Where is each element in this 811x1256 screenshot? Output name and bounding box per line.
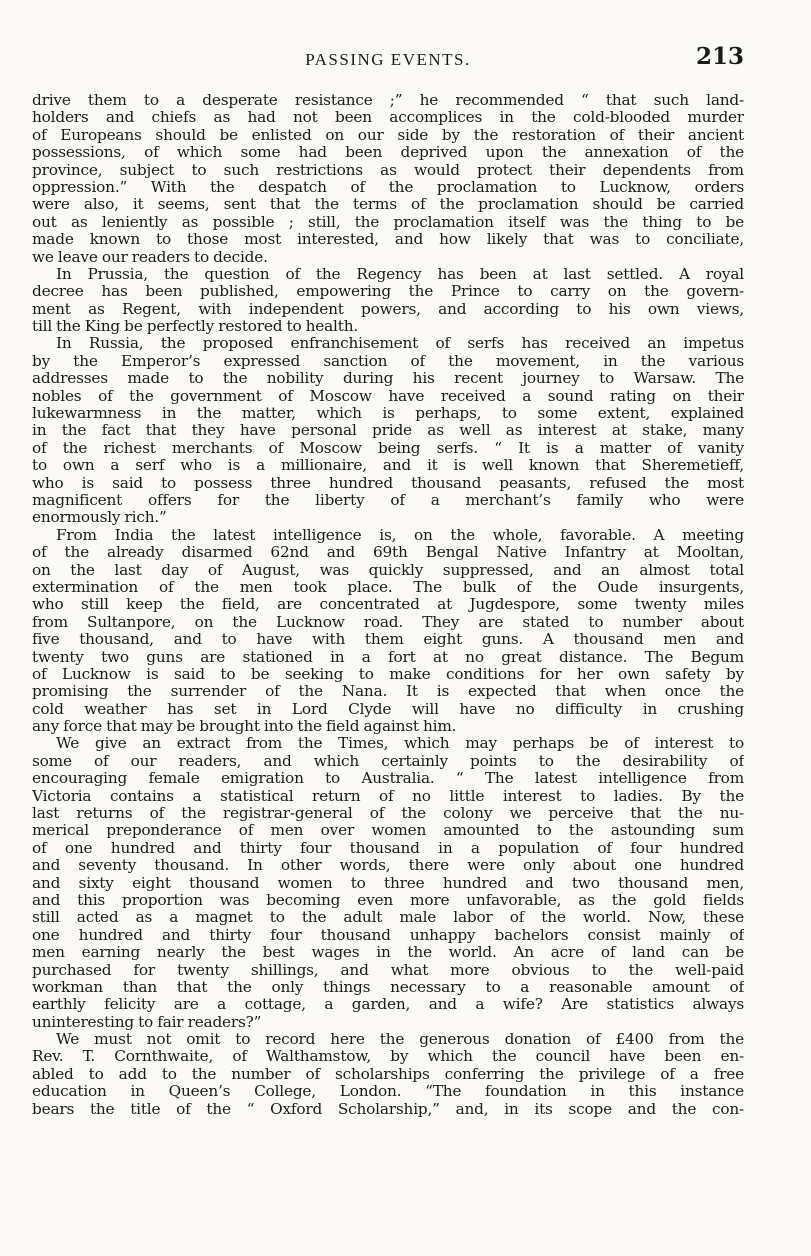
text-line: Victoria contains a statistical return of no little interest to ladies. By the xyxy=(32,787,744,805)
text-line: possessions, of which some had been deprived upon the annexation of the xyxy=(32,144,744,162)
text-line: lukewarmness in the matter, which is perhaps, to some extent, explained xyxy=(32,405,744,423)
text-line: extermination of the men took place. The bulk of the Oude insurgents, xyxy=(32,578,744,596)
text-line: of one hundred and thirty four thousand in a population of four hundred xyxy=(32,839,744,857)
text-line: workman than that the only things necessary to a reasonable amount of xyxy=(32,978,744,996)
text-line: nobles of the government of Moscow have received a sound rating on their xyxy=(32,387,744,405)
text-line: bears the title of the “ Oxford Scholarship,” and, in its scope and the con- xyxy=(32,1100,744,1118)
text-line: who is said to possess three hundred thousand peasants, refused the most xyxy=(32,474,744,492)
text-line: to own a serf who is a millionaire, and it is well known that Sheremetieff, xyxy=(32,457,744,475)
text-line: addresses made to the nobility during his recent journey to Warsaw. The xyxy=(32,370,744,388)
text-line: we leave our readers to decide. xyxy=(32,248,268,266)
text-line: magnificent offers for the liberty of a merchant’s family who were xyxy=(32,491,744,509)
text-line: some of our readers, and which certainly points to the desirability of xyxy=(32,752,744,770)
running-header xyxy=(32,43,744,73)
text-line: of the richest merchants of Moscow being serfs. “ It is a matter of vanity xyxy=(32,439,744,457)
text-line: encouraging female emigration to Australia. “ The latest intelligence from xyxy=(32,770,744,788)
text-line: abled to add to the number of scholarships conferring the privilege of a free xyxy=(32,1065,744,1083)
text-line: province, subject to such restrictions as would protect their dependents from xyxy=(32,161,744,179)
text-line: in the fact that they have personal pride as well as interest at stake, many xyxy=(32,422,744,440)
text-line: holders and chiefs as had not been accomplices in the cold-blooded murder xyxy=(32,109,744,127)
text-line: decree has been published, empowering the Prince to carry on the govern- xyxy=(32,283,744,301)
text-line: twenty two guns are stationed in a fort at no great distance. The Begum xyxy=(32,648,744,666)
text-line: by the Emperor’s expressed sanction of the movement, in the various xyxy=(32,352,744,370)
text-line: We give an extract from the Times, which may perhaps be of interest to xyxy=(56,735,744,753)
text-line: five thousand, and to have with them eight guns. A thousand men and xyxy=(32,631,744,649)
text-line: From India the latest intelligence is, on the whole, favorable. A meeting xyxy=(56,526,744,544)
text-line: made known to those most interested, and how likely that was to conciliate, xyxy=(32,231,744,249)
text-line: In Prussia, the question of the Regency has been at last settled. A royal xyxy=(56,265,744,283)
text-line: of Lucknow is said to be seeking to make conditions for her own safety by xyxy=(32,665,744,683)
text-line: still acted as a magnet to the adult male labor of the world. Now, these xyxy=(32,909,744,927)
text-line: were also, it seems, sent that the terms of the proclamation should be carried xyxy=(32,196,744,214)
text-line: and seventy thousand. In other words, there were only about one hundred xyxy=(32,857,744,875)
page-number: 213 xyxy=(695,43,744,70)
text-line: enormously rich.” xyxy=(32,509,167,527)
text-line: education in Queen’s College, London. “The foundation in this instance xyxy=(32,1083,744,1101)
body-text xyxy=(32,92,744,1118)
text-line: men earning nearly the best wages in the world. An acre of land can be xyxy=(32,944,744,962)
running-title: PASSING EVENTS. xyxy=(305,50,471,69)
text-line: who still keep the field, are concentrated at Jugdespore, some twenty miles xyxy=(32,596,744,614)
text-line: We must not omit to record here the generous donation of £400 from the xyxy=(56,1031,744,1049)
text-line: on the last day of August, was quickly suppressed, and an almost total xyxy=(32,561,744,579)
text-line: uninteresting to fair readers?” xyxy=(32,1013,262,1031)
text-line: merical preponderance of men over women amounted to the astounding sum xyxy=(32,822,744,840)
text-line: last returns of the registrar-general of the colony we perceive that the nu- xyxy=(32,805,744,823)
text-line: In Russia, the proposed enfranchisement of serfs has received an impetus xyxy=(56,335,744,353)
text-line: from Sultanpore, on the Lucknow road. They are stated to number about xyxy=(32,613,744,631)
text-line: oppression.” With the despatch of the proclamation to Lucknow, orders xyxy=(32,178,744,196)
text-line: Rev. T. Cornthwaite, of Walthamstow, by which the council have been en- xyxy=(32,1048,744,1066)
text-line: and sixty eight thousand women to three hundred and two thousand men, xyxy=(32,874,744,892)
text-line: one hundred and thirty four thousand unhappy bachelors consist mainly of xyxy=(32,926,744,944)
text-line: ment as Regent, with independent powers, and according to his own views, xyxy=(32,300,744,318)
text-line: earthly felicity are a cottage, a garden, and a wife? Are statistics always xyxy=(32,996,744,1014)
text-line: of Europeans should be enlisted on our side by the restoration of their ancient xyxy=(32,126,744,144)
text-line: purchased for twenty shillings, and what more obvious to the well-paid xyxy=(32,961,744,979)
text-line: out as leniently as possible ; still, the proclamation itself was the thing to be xyxy=(32,213,744,231)
text-line: any force that may be brought into the field against him. xyxy=(32,718,457,736)
text-line: drive them to a desperate resistance ;” he recommended “ that such land- xyxy=(32,92,744,109)
text-line: till the King be perfectly restored to health. xyxy=(32,318,359,336)
text-line: and this proportion was becoming even more unfavorable, as the gold fields xyxy=(32,891,744,909)
text-line: cold weather has set in Lord Clyde will have no difficulty in crushing xyxy=(32,700,744,718)
text-line: of the already disarmed 62nd and 69th Bengal Native Infantry at Mooltan, xyxy=(32,544,744,562)
text-line: promising the surrender of the Nana. It is expected that when once the xyxy=(32,683,744,701)
